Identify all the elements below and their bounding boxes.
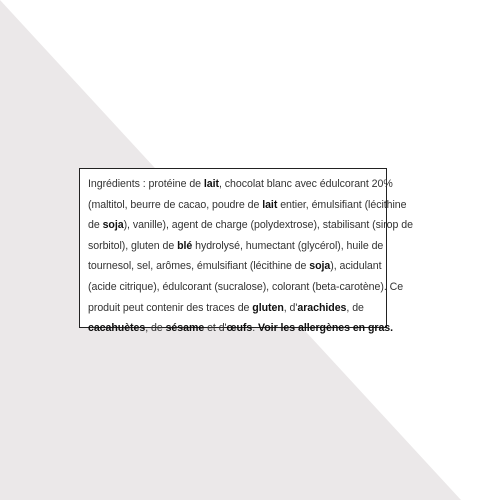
allergen-text: œufs — [226, 322, 253, 335]
allergen-text: soja — [102, 219, 124, 232]
ingredient-text: sorbitol), gluten de — [88, 239, 178, 252]
allergen-text: cacahuètes — [88, 322, 146, 335]
ingredient-text: . — [252, 322, 259, 335]
ingredient-text: et d' — [204, 322, 227, 335]
ingredients-line — [88, 215, 413, 236]
ingredients-line — [88, 195, 407, 216]
allergen-text: lait — [262, 198, 278, 211]
ingredient-text: Ingrédients : protéine de — [88, 178, 204, 190]
ingredients-line — [88, 277, 404, 298]
ingredient-text: tournesol, sel, arômes, émulsifiant (lécithine de — [88, 260, 310, 273]
ingredient-text: de — [88, 219, 103, 232]
ingredient-text: , de — [145, 322, 166, 335]
ingredients-line — [88, 174, 393, 195]
allergen-text: sésame — [165, 322, 205, 335]
ingredient-text: entier, émulsifiant (lécithine — [277, 198, 407, 211]
ingredients-line — [88, 256, 382, 277]
ingredients-line — [88, 298, 379, 319]
ingredients-line — [88, 318, 394, 339]
ingredient-text: , d' — [283, 301, 298, 314]
allergen-text: Voir les allergènes en gras. — [258, 322, 394, 335]
ingredient-text: (maltitol, beurre de cacao, poudre de — [88, 198, 263, 211]
ingredients-text — [88, 174, 413, 339]
ingredients-line — [88, 236, 384, 257]
allergen-text: soja — [309, 260, 331, 273]
allergen-text: lait — [203, 178, 220, 190]
ingredient-text: ), acidulant — [330, 260, 382, 273]
ingredient-text: hydrolysé, humectant (glycérol), huile de — [192, 239, 384, 252]
allergen-text: arachides — [297, 301, 347, 314]
ingredient-text: ), vanille), agent de charge (polydextrose), stabilisant (sirop de — [123, 219, 413, 232]
ingredients-label — [79, 168, 413, 335]
allergen-text: gluten — [252, 301, 284, 314]
ingredient-text: produit peut contenir des traces de — [88, 301, 253, 314]
ingredient-text: , chocolat blanc avec édulcorant 20% — [219, 178, 393, 190]
allergen-text: blé — [177, 239, 193, 252]
ingredient-text: , de — [346, 301, 364, 314]
ingredient-text: (acide citrique), édulcorant (sucralose), colorant (beta-carotène). Ce — [88, 280, 404, 293]
